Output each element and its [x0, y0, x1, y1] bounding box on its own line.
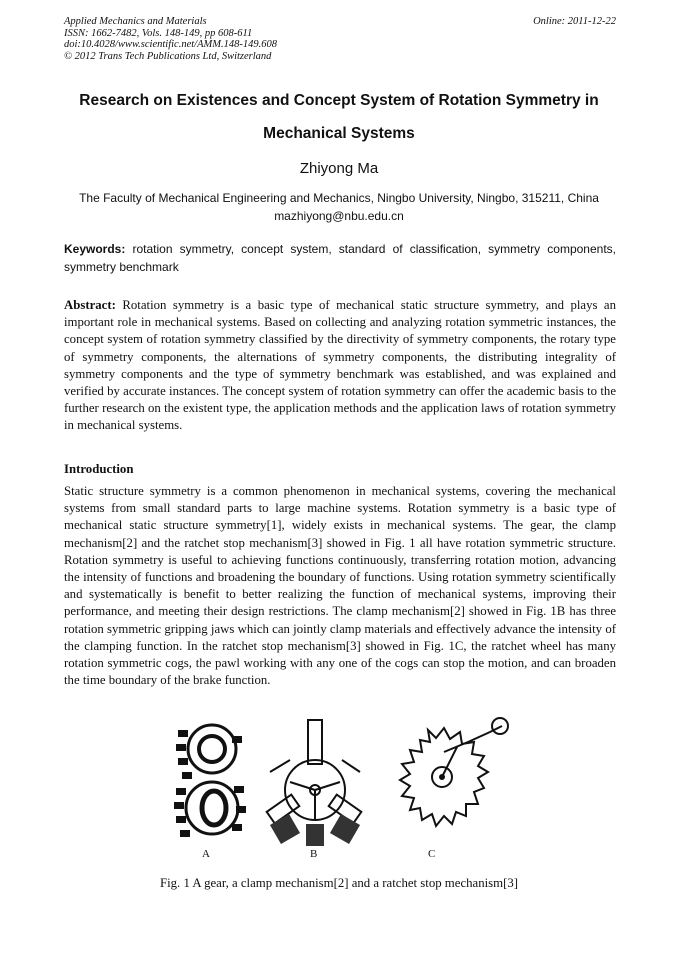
paper-title-line-2: Mechanical Systems	[263, 125, 415, 142]
gear-drawing	[172, 716, 252, 846]
keywords-block	[64, 240, 616, 276]
doi-line[interactable]: doi:10.4028/www.scientific.net/AMM.148-149.608	[64, 39, 277, 50]
figure-label-c: C	[428, 848, 436, 860]
figure-caption: Fig. 1 A gear, a clamp mechanism[2] and a ratchet stop mechanism[3]	[159, 876, 519, 890]
ratchet-drawing	[382, 712, 512, 852]
author-name: Zhiyong Ma	[299, 160, 379, 177]
introduction-heading: Introduction	[64, 462, 134, 476]
affiliation: The Faculty of Mechanical Engineering and Mechanics, Ningbo University, Ningbo, 315211, China	[79, 191, 599, 205]
keywords-text: rotation symmetry, concept system, standard of classification, symmetry components, symmetry benchmark	[64, 242, 616, 274]
abstract-block	[64, 297, 616, 435]
abstract-text: Rotation symmetry is a basic type of mechanical static structure symmetry, and plays an important role in mechanical systems. Based on collecting and analyzing rotation symmetric instances, the concept system of rotation symmetry classified by the directivity of symmetry components, the rotary type of symmetry components, the alternations of symmetry components, the distributing integrality of symmetry components and the type of symmetry benchmark was established, and was explained and verified by accurate instances. The concept system of rotation symmetry can offer the academic basis to the further research on the existent type, the application methods and the application laws of rotation symmetry in mechanical systems.	[64, 298, 617, 433]
online-date: Online: 2011-12-22	[533, 16, 616, 27]
affiliation-block	[40, 189, 638, 225]
author-email[interactable]: mazhiyong@nbu.edu.cn	[274, 209, 404, 223]
journal-header	[64, 16, 616, 62]
issn-line: ISSN: 1662-7482, Vols. 148-149, pp 608-611	[64, 27, 253, 39]
clamp-mechanism-drawing	[260, 712, 370, 852]
copyright-line: © 2012 Trans Tech Publications Ltd, Switzerland	[64, 50, 272, 62]
figure-label-a: A	[202, 848, 210, 860]
abstract-label: Abstract:	[64, 298, 116, 312]
introduction-text: Static structure symmetry is a common phenomenon in mechanical systems, covering the mechanical systems from small standard parts to large machine systems. Rotation symmetry is a basic type of mechanical static structure symmetry[1], widely exists in mechanical systems. The gear, the clamp mechanism[2] and the ratchet stop mechanism[3] showed in Fig. 1 all have rotation symmetric structure. Rotation symmetry is useful to achieving functions continuously, transferring rotation motion, advancing the intensity of functions and broadening the boundary of functions. Using rotation symmetry scientifically and systematically is benefit to better realizing the function of mechanical systems, improving their performance, and meeting their design restrictions. The clamp mechanism[2] showed in Fig. 1B has three rotation symmetric gripping jaws which can jointly clamp materials and effectively advance the intensity of the clamping function. In the ratchet stop mechanism[3] showed in Fig. 1C, the ratchet wheel has many rotation symmetric cogs, the pawl working with any one of the cogs can stop the motion, and can broaden the time boundary of the brake function.	[64, 484, 616, 688]
paper-title-line-1: Research on Existences and Concept System of Rotation Symmetry in	[79, 92, 599, 109]
keywords-label: Keywords:	[64, 242, 126, 256]
figure-1	[160, 712, 520, 862]
figure-label-b: B	[310, 848, 318, 860]
journal-name: Applied Mechanics and Materials	[64, 16, 207, 27]
